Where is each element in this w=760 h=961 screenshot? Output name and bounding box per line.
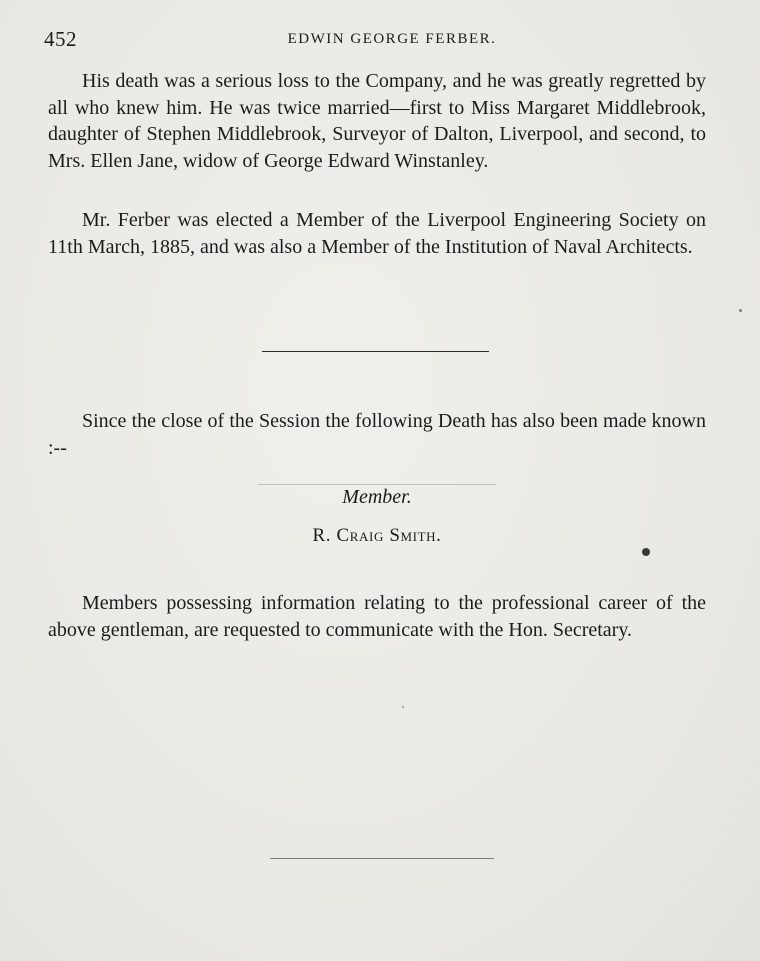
deceased-member-name: [48, 525, 706, 547]
section-divider: [262, 351, 489, 352]
page-number: 452: [44, 27, 77, 51]
paragraph-request: Members possessing information relating to the professional career of the above gentleman, are requested to communicate with the Hon. Secretary.: [48, 592, 706, 641]
paragraph-announcement: Since the close of the Session the following Death has also been made known :--: [48, 410, 706, 459]
ink-speck: [642, 548, 650, 556]
running-head: EDWIN GEORGE FERBER.: [287, 31, 497, 47]
paragraph-death: His death was a serious loss to the Company, and he was greatly regretted by all who knew him. He was twice married—first to Miss Margaret Middlebrook, daughter of Stephen Middlebrook, Surveyor of Dalton, Liverpool, and second, to Mrs. Ellen Jane, widow of George Edward Winstanley.: [48, 70, 706, 172]
bottom-divider: [270, 858, 494, 859]
page-header: [44, 27, 704, 51]
members-heading: Member.: [342, 486, 412, 508]
name-part: mith.: [400, 525, 442, 546]
faint-divider: [258, 484, 496, 485]
ink-speck: [739, 309, 742, 312]
ink-speck: [402, 706, 404, 708]
name-part: R. C: [312, 525, 350, 546]
paragraph-membership: Mr. Ferber was elected a Member of the Liverpool Engineering Society on 11th March, 1885, and was also a Member of the Institution of Naval Architects.: [48, 209, 706, 258]
name-part: S: [383, 525, 401, 546]
name-part: raig: [349, 525, 384, 546]
